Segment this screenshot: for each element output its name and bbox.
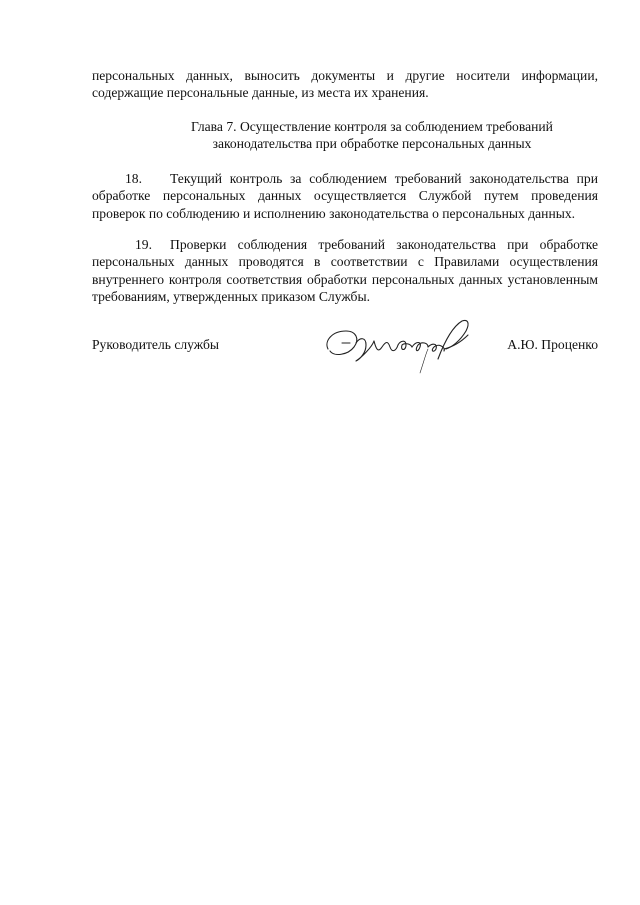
paragraph-text: Проверки соблюдения требований законодательства при обработке персональных данных проводятся в соответствии с Правилами осуществления внутреннего контроля соответствия обработки персональных данных установленным требованиям, утвержденных приказом Службы. — [92, 237, 598, 305]
continuation-line-2: содержащие персональные данные, из места их хранения. — [92, 85, 429, 101]
signatory-position: Руководитель службы — [92, 337, 220, 352]
signature-block — [92, 337, 598, 397]
chapter-heading-line-2: законодательства при обработке персональных данных — [212, 136, 532, 152]
paragraph-18 — [92, 170, 598, 222]
paragraph-number: 18. — [125, 171, 142, 186]
paragraph-19 — [92, 236, 598, 306]
chapter-heading-line-1: Глава 7. Осуществление контроля за соблюдением требований — [191, 119, 553, 134]
paragraph-text: Текущий контроль за соблюдением требований законодательства при обработке персональных данных осуществляется Службой путем проведения проверок по соблюдению и исполнению законодательства о персональных данных. — [92, 171, 598, 221]
handwritten-signature — [320, 313, 490, 383]
paragraph-number: 19. — [135, 237, 152, 252]
signatory-name: А.Ю. Проценко — [507, 337, 598, 352]
continuation-line-1: персональных данных, выносить документы и другие носители информации, — [92, 68, 598, 83]
chapter-heading — [92, 118, 640, 153]
continuation-text — [92, 67, 598, 102]
